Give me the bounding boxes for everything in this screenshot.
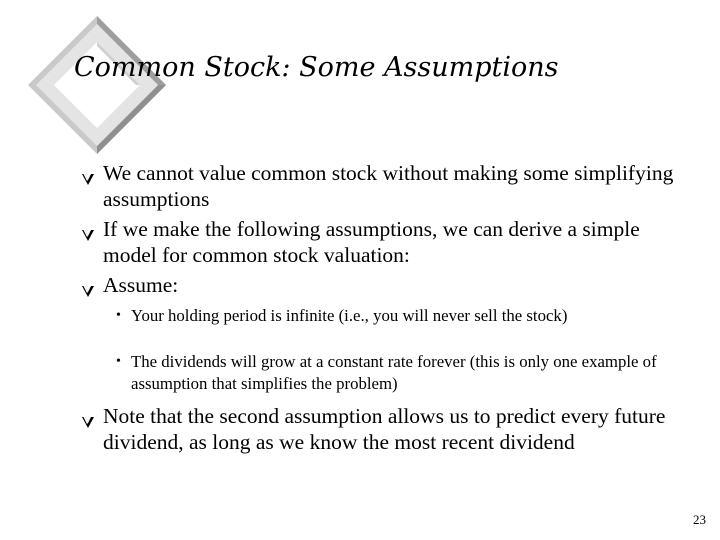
diamond-frame-icon bbox=[28, 16, 166, 154]
checkmark-v-icon bbox=[80, 171, 96, 187]
bullet-text: If we make the following assumptions, we can derive a simple model for common stock valuation: bbox=[103, 217, 640, 267]
checkmark-v-icon bbox=[80, 227, 96, 243]
sub-bullet-dot-icon: • bbox=[116, 354, 121, 369]
sub-bullet-text: Your holding period is infinite (i.e., you will never sell the stock) bbox=[131, 306, 568, 325]
bullet-text: Note that the second assumption allows us to predict every future dividend, as long as we know the most recent dividend bbox=[103, 404, 666, 454]
checkmark-v-icon bbox=[80, 414, 96, 430]
checkmark-v-icon bbox=[80, 283, 96, 299]
bullet-text: We cannot value common stock without making some simplifying assumptions bbox=[103, 161, 674, 211]
sub-bullet-dot-icon: • bbox=[116, 308, 121, 323]
page-number: 23 bbox=[693, 512, 706, 527]
bullet-text: Assume: bbox=[103, 273, 179, 297]
slide-title: Common Stock: Some Assumptions bbox=[74, 52, 559, 83]
sub-bullet-text: The dividends will grow at a constant rate forever (this is only one example of assumption that simplifies the problem) bbox=[131, 352, 657, 393]
